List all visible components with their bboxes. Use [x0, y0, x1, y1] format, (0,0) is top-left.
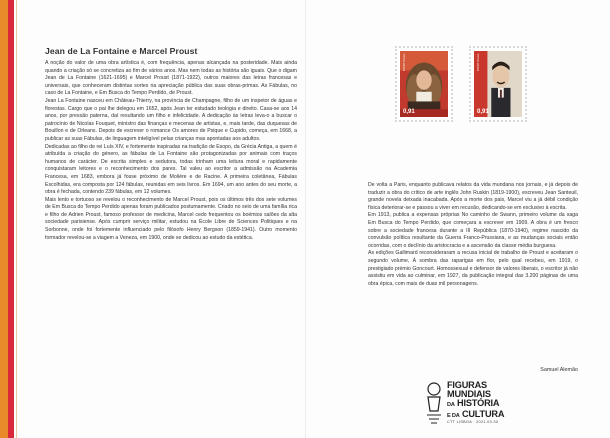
paragraph-3: Dedicadas ao filho de rei Luís XIV, e fortemente inspiradas na tradição de Esopo, da Grécia Antiga, a quem é atribuída a criação do género, as fábulas de La Fontaine são protagonizadas por animais com traços humanos de carácter. De escrita simples e sedutora, todas trinham uma leitura moral e rapidamente conquistaram leitores e o reconhecimento dos pares. Tal valeu ao escritor a admissão na Academia Francesa, em 1683, embora já fosse próximo de Molière e de Racine. A primeira coletânea, Fábulas Escolhidas, era composta por 124 fábulas, reunidas em seis livros. Em 1694, um ano antes do seu morte, a obra é fechada, contendo 239 fábulas, em 12 volumes.: [45, 143, 297, 196]
paragraph-6: Em 1913, publica a expensas próprias No caminho de Swann, primeiro volume da saga Em Busca do Tempo Perdido, que começara a escrever em 1909. A obra é um fresco sobre a sociedade francesa durante a III República (1870-1940), regime nascido da convulsão política resultante da Guerra Franco-Prussiana, e as mudanças sociais então ocorridas, com o declínio da aristocracia e a ascensão da classe média burguesa.: [368, 212, 578, 249]
logo-line-3-word: HISTÓRIA: [457, 398, 500, 408]
stamp-la-fontaine: [395, 46, 453, 122]
logo-line-3-prefix: DA: [447, 402, 455, 408]
logo-line-2: MUNDIAIS: [447, 389, 491, 399]
article-title: Jean de La Fontaine e Marcel Proust: [45, 46, 198, 56]
thin-stripe: [16, 0, 17, 438]
paragraph-2: Jean La Fontaine nasceu em Château-Thierry, na província de Champagne, filho de um inspetor de águas e florestas. Cargo que o pai lhe delegou em 1652, após Jean ter estudado teologia e direito. Casa-se aos 14 anos, por pressão paterna, daí resultando um filho e infelicidade. A dedicação às letras leva-o a buscar o patrocínio de Nicolas Fouquet, ministro das finanças e mecenas de artistas, e, mais tarde, das duquesas de Bouillon e de Orleans. Depois de escrever o romance Os amores de Psique e Cupido, começa, em 1668, a publicar as suas Fábulas, de linguagem inteligível pelas crianças mas apontadas aos adultos.: [45, 97, 297, 142]
paragraph-4: Mais lento e tortuoso se revelou o reconhecimento de Marcel Proust, pois os últimos três dos sete volumes de Em Busca do Tempo Perdido apenas foram publicados postumamente. Criado no seio de uma família rica e filho de Adrien Proust, famoso professor de medicina, Marcel cedo frequentou os boémios salões da alta sociedade parisiense. Após cumprir serviço militar, estudou na École Libre de Sciences Politiques e na Sorbonne, onde foi fortemente influenciado pelo filósofo Henry Bergson (1859-1941). Outro momento formador revelou-se a viagem a Veneza, em 1900, onde se dedicou ao estudo da estética.: [45, 196, 297, 241]
series-logo: [425, 381, 535, 431]
author-signature: Samuel Alemão: [540, 367, 578, 373]
ctt-postmark: CTT LISBOA · 2021.03.30: [447, 420, 499, 424]
emblem-icon: [425, 381, 443, 427]
left-column: [45, 46, 297, 242]
paragraph-5: De volta a Paris, enquanto publicava relatos da vida mundana nos jornais, e já depois de traduzir a obra do crítico de arte inglês John Ruskin (1819-1900), escreveu Jean Santeuil, grande novela deixada inacabada. Após a morte dos pais, Marcel viu a já débil condição física deteriorar-se e passou a viver em recusão, dedicando-se em exclusivo à escrita.: [368, 182, 578, 211]
logo-line-4-word: CULTURA: [461, 409, 505, 419]
stamp-proust: [469, 46, 527, 122]
proust-portrait-icon: [474, 51, 522, 117]
logo-line-1: FIGURAS: [447, 380, 487, 390]
stamp-country: PORTUGAL: [476, 53, 480, 72]
paragraph-7: As edições Gallimard reconsideraram a recusa inicial de trabalho de Proust e aceitaram o segundo volume, À sombra das raparigas em flor, pelo qual recebeu, em 1919, o prestigiado prémio Goncourt. Homossexual e defensor de valores liberais, o escritor já não assistiu em vida ao culminar, em 1927, da publicação integral das 3.200 páginas de uma obra épica, com mais de duas mil personagens.: [368, 250, 578, 287]
stamp-value: 0,91: [477, 109, 489, 115]
page-fold: [305, 0, 306, 438]
la-fontaine-portrait-icon: [400, 51, 448, 117]
stamp-proust-image: [474, 51, 522, 117]
stamp-la-fontaine-image: [400, 51, 448, 117]
stamps-group: [395, 46, 531, 126]
orange-stripe: [0, 0, 8, 438]
logo-line-4-prefix: E DA: [447, 413, 460, 419]
logo-text: [447, 381, 504, 421]
right-column: [368, 182, 578, 288]
stamp-value: 0,91: [403, 109, 415, 115]
red-stripe: [8, 0, 14, 438]
stamp-country: PORTUGAL: [402, 53, 406, 72]
paragraph-1: A noção do valor de uma obra artística é, com frequência, apenas alcançada na posteridade. Mais ainda quando a criação só se concretiza ao fim de vários anos. Mas nem todas as história são iguais. Que o digam Jean de La Fontaine (1621-1695) e Marcel Proust (1871-1922), outros maiores das letras francesas e universais, que conheceram distintas sortes na apreciação pública das suas obras-primas. As Fábulas, no caso de La Fontaine, e Em Busca do Tempo Perdido, de Proust.: [45, 60, 297, 97]
